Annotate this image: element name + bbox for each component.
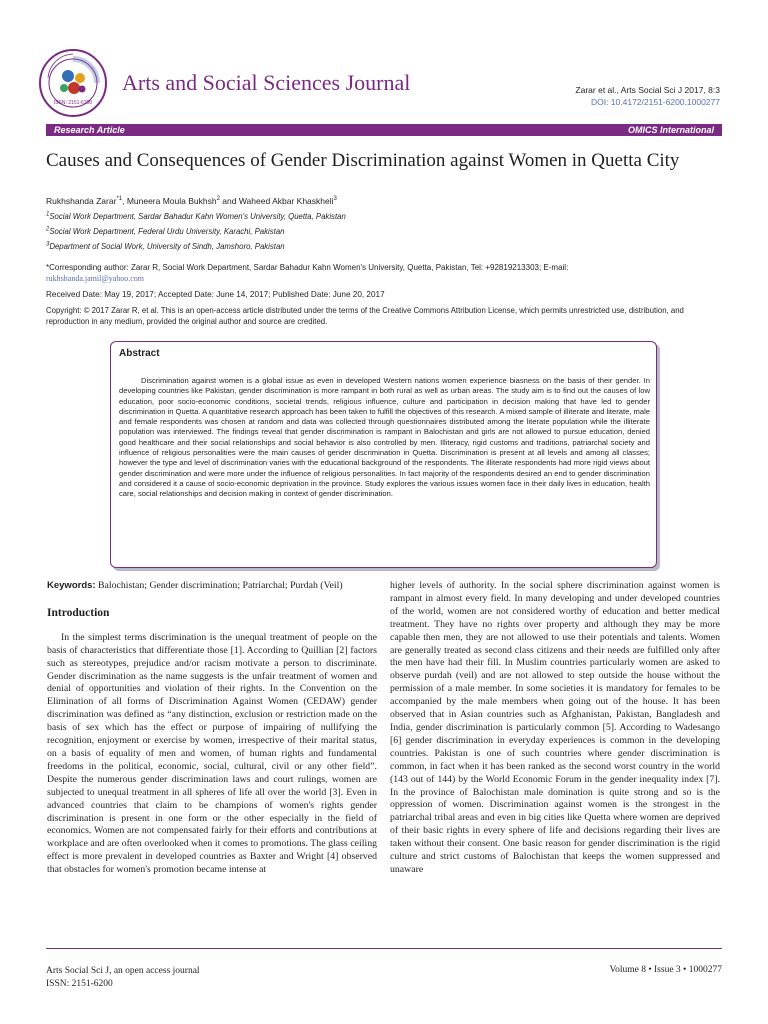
footer-journal-line: Arts Social Sci J, an open access journal: [46, 966, 200, 976]
author-separator: and: [219, 196, 239, 206]
footer-issn-line: ISSN: 2151-6200: [46, 978, 113, 989]
affiliation-2: $^2$Social Work Department, Federal Urdu University, Karachi, Pakistan: [46, 226, 285, 236]
article-type-band: [46, 124, 722, 136]
affiliation-3: $^3$Department of Social Work, University of Sindh, Jamshoro, Pakistan: [46, 241, 285, 251]
abstract-text: Discrimination against women is a global issue as even in developed Western nations women experience biasness on the basis of their gender. In developing countries like Pakistan, gender discrimination is more rampant in both rural as well as urban areas. The study aim is to find out the causes of low education, poor socio-economic conditions, societal trends, religious influence, culture and participation in decision making that have led to gender discrimination in Quetta. A quantitative research approach has been taken to fulfill the objectives of this research. A mixed sample of illiterate and literate, male and female respondents was chosen at random and data was collected through questionnaires distributed among the literate population while the illiterate population was interviewed. The findings reveal that gender discrimination is rampant in Balochistan and girls are not allowed to pursue education, denied good healthcare and their social relationships and social behavior is also controlled by men. Illiteracy, rigid customs and traditions, patriarchal society and influence of religious personalities were the main causes of gender discrimination in Quetta. Discrimination is present at all levels and among all classes; however the type and level of discrimination varies with the educational background of the respondents. The illiterate respondents had more rigid views about gender discrimination and were more under the influence of religious personalities. In fact majority of the respondents desired an end to gender discrimination and considered it a cause of socio-economic deprivation in the province. Study explores the various issues women face in their daily lives in education, health care, social relationships and decision making in context of gender discrimination.: [119, 376, 651, 499]
copyright-notice: Copyright: © 2017 Zarar R, et al. This is an open-access article distributed under the terms of the Creative Commons Attribution License, which permits unrestricted use, distribution, and reproduction in any medium, provided the original author and source are credited.: [46, 306, 684, 326]
citation-block: [575, 84, 720, 108]
author-name: Rukhshanda Zarar: [46, 196, 117, 206]
author-separator: ,: [122, 196, 127, 206]
author-affiliation-mark: 2: [216, 196, 220, 203]
author-affiliation-mark: *1: [116, 196, 123, 203]
introduction-heading: Introduction: [47, 606, 110, 619]
introduction-paragraph: In the simplest terms discrimination is the unequal treatment of people on the basis of characteristics that differentiate those [1]. According to Quillian [2] factors such as stereotypes, prejudice and/or racism motivate a person to discriminate. Gender discrimination as the name suggests is the unfair treatment of women and denial of opportunities and violation of their rights. In the Convention on the Elimination of all forms of Discrimination Against Women (CEDAW) gender discrimination was defined as “any distinction, exclusion or restriction made on the basis of sex which has the effect or purpose of impairing of nullifying the recognition, enjoyment or exercise by women, irrespective of their marital status, on a basis of equality of men and women, of human rights and fundamental freedoms in the political, economic, social, cultural, civil or any other field”. Despite the numerous gender discrimination laws and court rulings, women are subjected to unequal treatment in all spheres of life all over the world [3]. Even in advanced countries that claim to be champions of women's rights gender discrimination is present in one form or the other especially in the field of economics. Women are not compensated fairly for their efforts and contributions at workplace and are often overlooked when it comes to promotions. The glass ceiling effect is more prevalent in developed countries as Baxter and Wright [4] observed that obstacles for women's promotion became intense at: [47, 631, 377, 876]
body-column-left: [47, 580, 377, 877]
author-affiliation-mark: 3: [333, 196, 337, 203]
journal-logo-icon: [38, 48, 108, 118]
author-name: Waheed Akbar Khaskheli: [238, 196, 334, 206]
article-dates: Received Date: May 19, 2017; Accepted Date: June 14, 2017; Published Date: June 20, 2017: [46, 290, 385, 299]
footer-divider: [46, 948, 722, 949]
corresponding-author: [46, 262, 722, 284]
logo-issn-text: ISSN: 2151-6200: [53, 100, 93, 106]
corresponding-author-text: *Corresponding author: Zarar R, Social Work Department, Sardar Bahadur Kahn Women's University, Quetta, Pakistan, Tel: +92819213303; E-mail:: [46, 263, 569, 272]
article-type-label: Research Article: [54, 125, 125, 135]
footer-volume-info: Volume 8 • Issue 3 • 1000277: [609, 965, 722, 975]
publisher-label[interactable]: OMICS International: [627, 125, 714, 135]
affiliation-1: $^1$Social Work Department, Sardar Bahadur Kahn Women's University, Quetta, Pakistan: [46, 211, 346, 221]
corresponding-email-link[interactable]: rukhshanda.jamil@yahoo.com: [46, 274, 145, 283]
author-list: [46, 196, 337, 206]
keywords: [47, 580, 377, 593]
doi-link[interactable]: DOI: 10.4172/2151-6200.1000277: [590, 97, 720, 107]
body-column-right: [390, 580, 720, 877]
citation-text: Zarar et al., Arts Social Sci J 2017, 8:3: [575, 85, 720, 95]
footer-journal-info: [46, 965, 200, 990]
abstract-heading: Abstract: [119, 348, 160, 359]
journal-title[interactable]: Arts and Social Sciences Journal: [122, 70, 411, 95]
article-title: Causes and Consequences of Gender Discrimination against Women in Quetta City: [46, 150, 680, 171]
keywords-text: Balochistan; Gender discrimination; Patriarchal; Purdah (Veil): [95, 580, 343, 591]
keywords-label: Keywords:: [47, 580, 96, 591]
author-name: Muneera Moula Bukhsh: [126, 196, 217, 206]
introduction-continued: higher levels of authority. In the social sphere discrimination against women is rampant in almost every field. In many developing and under developed countries of the world, women are not considered worthy of education and better medical treatment. They have no rights over property and although they may be more capable then men, they are not allowed to use their potentials and talents. Women are generally treated as second class citizens and their needs are fulfilled only after the men have had their fill. In Muslim countries particularly women are asked to observe purdah (veil) and are not allowed to step outside the house without the permission of a male member. In some societies it is mandatory for females to be accompanied by the male members when going out of the house. It has been observed that in Asian countries such as Afghanistan, Pakistan, Bangladesh and India, gender discrimination is particularly common [5]. According to Wadesango [6] gender discrimination in everyday experiences is common in the developing countries. Pakistan is one of such countries where gender discrimination is common, in fact when it has been ranked as the second worst country in the world (143 out of 144) by the World Economic Forum in the gender inequality index [7]. In the province of Balochistan male domination is quite strong and so is the oppression of women. Discrimination against women is the strongest in the patriarchal tribal areas and even in big cities like Quetta where women are deprived of their basic rights in every sphere of life and decisions regarding their lives are taken without their consent. One basic reason for gender discrimination is the rigid culture and strict customs of Balochistan that keeps the women suppressed and unaware: [390, 580, 720, 875]
abstract-box: [110, 341, 657, 568]
